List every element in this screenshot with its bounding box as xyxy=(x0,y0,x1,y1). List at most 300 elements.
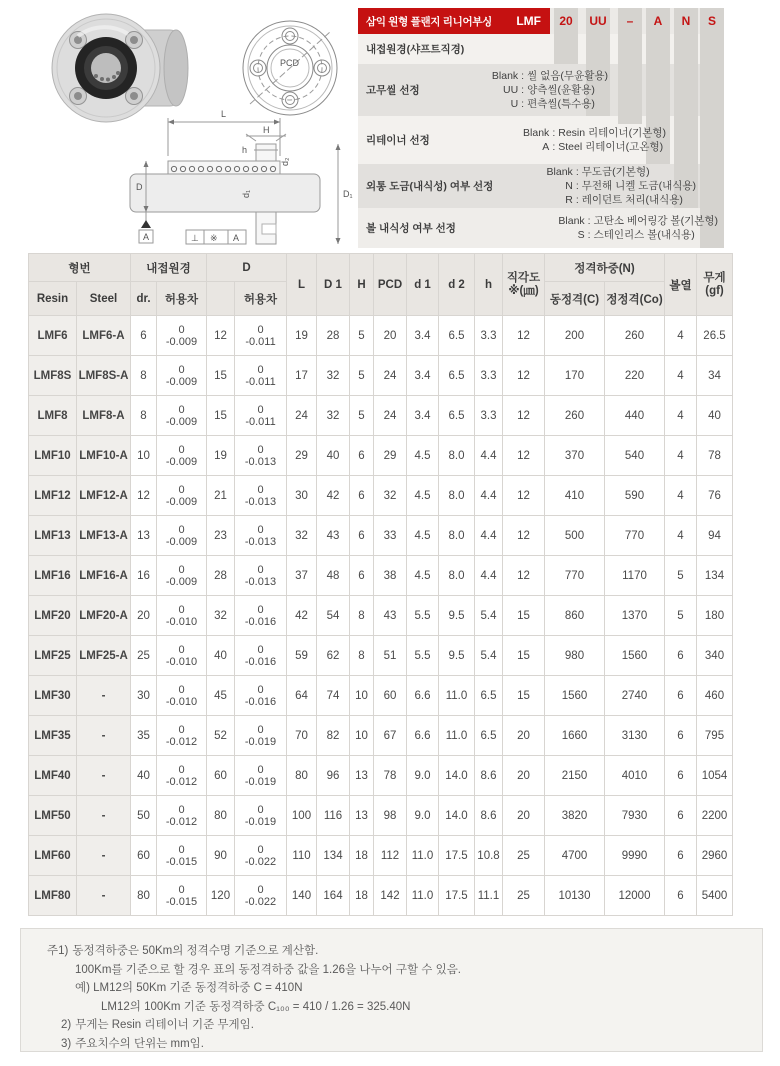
legend-option-part: : xyxy=(575,166,579,178)
cell-dr-tolerance: 0 -0.009 xyxy=(157,516,207,556)
cell-L: 100 xyxy=(287,796,317,836)
cell-H: 10 xyxy=(350,716,374,756)
cell-H: 13 xyxy=(350,796,374,836)
cell-dr: 10 xyxy=(131,436,157,476)
cell-resin: LMF60 xyxy=(29,836,77,876)
cell-D1: 54 xyxy=(317,596,350,636)
table-row xyxy=(29,716,733,756)
note-prefix: 2) xyxy=(61,1019,72,1031)
cell-dynamic-load: 370 xyxy=(545,436,605,476)
legend-option-part: : xyxy=(521,84,525,96)
cell-dr-tolerance: 0 -0.012 xyxy=(157,756,207,796)
cell-weight: 40 xyxy=(697,396,733,436)
cell-static-load: 1560 xyxy=(605,636,665,676)
cell-L: 30 xyxy=(287,476,317,516)
legend-option xyxy=(515,126,666,140)
cell-dynamic-load: 3820 xyxy=(545,796,605,836)
datum-A-label: A xyxy=(143,232,150,242)
cell-PCD: 20 xyxy=(374,316,407,356)
legend-option-part: : xyxy=(521,70,525,82)
cell-dynamic-load: 1660 xyxy=(545,716,605,756)
cell-dr-tolerance: 0 -0.010 xyxy=(157,636,207,676)
cell-dynamic-load: 10130 xyxy=(545,876,605,916)
legend-option-part: 스테인리스 볼(내식용) xyxy=(593,229,695,241)
cell-resin: LMF20 xyxy=(29,596,77,636)
header-dr: dr. xyxy=(131,282,157,316)
cell-D1: 32 xyxy=(317,396,350,436)
cell-squareness: 15 xyxy=(503,636,545,676)
dim-D: D xyxy=(136,182,143,192)
cell-d1: 6.6 xyxy=(407,716,439,756)
cell-ball-rows: 4 xyxy=(665,396,697,436)
cell-PCD: 112 xyxy=(374,836,407,876)
cell-PCD: 51 xyxy=(374,636,407,676)
cell-dr: 13 xyxy=(131,516,157,556)
legend-option xyxy=(484,69,608,83)
table-header xyxy=(29,254,733,316)
cell-dr-tolerance: 0 -0.009 xyxy=(157,356,207,396)
legend-option-part: : xyxy=(552,127,556,139)
cell-D1: 74 xyxy=(317,676,350,716)
legend-option-part: Blank xyxy=(558,215,585,227)
cell-d2: 6.5 xyxy=(439,316,475,356)
legend-option-part: A xyxy=(542,141,550,153)
legend-option xyxy=(551,228,718,242)
header-D-value xyxy=(207,282,235,316)
cell-resin: LMF35 xyxy=(29,716,77,756)
cell-D: 21 xyxy=(207,476,235,516)
legend-option-part: 고탄소 베어링강 볼(기본형) xyxy=(593,215,718,227)
legend-row-plating xyxy=(358,164,724,208)
cell-static-load: 9990 xyxy=(605,836,665,876)
cell-h: 4.4 xyxy=(475,436,503,476)
cell-static-load: 590 xyxy=(605,476,665,516)
legend-option xyxy=(539,193,696,207)
cell-steel: - xyxy=(77,796,131,836)
note-text: 무게는 Resin 리테이너 기준 무게임. xyxy=(75,1019,254,1031)
legend-option-part: N xyxy=(565,180,573,192)
cell-dr: 80 xyxy=(131,876,157,916)
cell-d2: 14.0 xyxy=(439,796,475,836)
cell-resin: LMF80 xyxy=(29,876,77,916)
cell-squareness: 25 xyxy=(503,876,545,916)
cell-ball-rows: 4 xyxy=(665,516,697,556)
legend-option-part: 레이던트 처리(내식용) xyxy=(581,194,683,206)
legend-row-seal xyxy=(358,64,724,116)
cell-d2: 11.0 xyxy=(439,716,475,756)
header-ball-rows: 볼열 xyxy=(665,254,697,316)
cell-dr: 12 xyxy=(131,476,157,516)
cell-h: 3.3 xyxy=(475,316,503,356)
note-line xyxy=(35,961,748,980)
cell-squareness: 12 xyxy=(503,316,545,356)
cell-D-tolerance: 0 -0.013 xyxy=(235,516,287,556)
table-row xyxy=(29,596,733,636)
table-row xyxy=(29,516,733,556)
technical-drawings xyxy=(18,6,360,250)
cell-h: 3.3 xyxy=(475,356,503,396)
legend-option-part: Resin 리테이너(기본형) xyxy=(558,127,666,139)
cell-PCD: 98 xyxy=(374,796,407,836)
cell-d1: 4.5 xyxy=(407,556,439,596)
legend-option-part: 무전해 니켈 도금(내식용) xyxy=(581,180,696,192)
cell-dr: 8 xyxy=(131,356,157,396)
series-code: LMF xyxy=(516,14,541,28)
table-row xyxy=(29,356,733,396)
header-dynamic-load: 동정격(C) xyxy=(545,282,605,316)
cell-D1: 43 xyxy=(317,516,350,556)
legend-row-ball xyxy=(358,208,724,248)
cell-squareness: 12 xyxy=(503,476,545,516)
legend-option-part: UU xyxy=(502,84,519,96)
header-d2: d 2 xyxy=(439,254,475,316)
cell-squareness: 15 xyxy=(503,676,545,716)
cell-D: 12 xyxy=(207,316,235,356)
cell-ball-rows: 5 xyxy=(665,596,697,636)
legend-option xyxy=(539,165,696,179)
cell-squareness: 15 xyxy=(503,596,545,636)
cell-D1: 42 xyxy=(317,476,350,516)
cell-d1: 9.0 xyxy=(407,756,439,796)
legend-row-label: 볼 내식성 여부 선정 xyxy=(366,222,456,235)
part-number-legend xyxy=(358,8,724,248)
cell-dr-tolerance: 0 -0.015 xyxy=(157,876,207,916)
cell-H: 5 xyxy=(350,396,374,436)
cell-weight: 94 xyxy=(697,516,733,556)
cell-weight: 180 xyxy=(697,596,733,636)
cell-d1: 4.5 xyxy=(407,516,439,556)
cell-dr: 6 xyxy=(131,316,157,356)
dim-D1: D₁ xyxy=(343,189,353,199)
cell-ball-rows: 6 xyxy=(665,756,697,796)
cell-dynamic-load: 2150 xyxy=(545,756,605,796)
cell-dr: 35 xyxy=(131,716,157,756)
cell-D: 23 xyxy=(207,516,235,556)
cell-PCD: 60 xyxy=(374,676,407,716)
legend-row-retainer xyxy=(358,116,724,164)
legend-option xyxy=(539,179,696,193)
header-load-group: 정격하중(N) xyxy=(545,254,665,282)
cell-PCD: 38 xyxy=(374,556,407,596)
legend-option-part: : xyxy=(521,98,525,110)
cell-H: 6 xyxy=(350,556,374,596)
cell-L: 19 xyxy=(287,316,317,356)
cell-dynamic-load: 1560 xyxy=(545,676,605,716)
cell-static-load: 220 xyxy=(605,356,665,396)
cell-D: 15 xyxy=(207,356,235,396)
tolerance-value: ※ xyxy=(210,233,218,243)
cell-steel: - xyxy=(77,716,131,756)
note-text: 주요치수의 단위는 mm임. xyxy=(75,1037,204,1050)
cell-ball-rows: 4 xyxy=(665,316,697,356)
cell-dr-tolerance: 0 -0.009 xyxy=(157,436,207,476)
cell-D1: 28 xyxy=(317,316,350,356)
cell-resin: LMF16 xyxy=(29,556,77,596)
note-text: LM12의 100Km 기준 동정격하중 C₁₀₀ = 410 / 1.26 = 325.40N xyxy=(101,1000,411,1013)
cell-PCD: 33 xyxy=(374,516,407,556)
cell-squareness: 25 xyxy=(503,836,545,876)
cell-steel: - xyxy=(77,756,131,796)
code-part-dash: – xyxy=(626,14,634,28)
cell-D-tolerance: 0 -0.011 xyxy=(235,316,287,356)
table-row xyxy=(29,796,733,836)
header-weight xyxy=(697,254,733,316)
cell-ball-rows: 4 xyxy=(665,356,697,396)
note-line xyxy=(35,942,748,961)
cell-dynamic-load: 980 xyxy=(545,636,605,676)
cell-D: 120 xyxy=(207,876,235,916)
cell-dynamic-load: 200 xyxy=(545,316,605,356)
cell-PCD: 78 xyxy=(374,756,407,796)
header-L: L xyxy=(287,254,317,316)
legend-option-part: : xyxy=(587,229,591,241)
cell-D: 28 xyxy=(207,556,235,596)
header-bore-group: 내접원경 xyxy=(131,254,207,282)
cell-dr-tolerance: 0 -0.009 xyxy=(157,316,207,356)
cell-steel: - xyxy=(77,876,131,916)
header-tolerance1: 허용차 xyxy=(157,282,207,316)
cell-weight: 460 xyxy=(697,676,733,716)
cell-D-tolerance: 0 -0.019 xyxy=(235,796,287,836)
cell-H: 8 xyxy=(350,596,374,636)
cell-PCD: 29 xyxy=(374,436,407,476)
cell-d2: 11.0 xyxy=(439,676,475,716)
cell-ball-rows: 6 xyxy=(665,876,697,916)
cell-squareness: 20 xyxy=(503,796,545,836)
cell-d1: 3.4 xyxy=(407,316,439,356)
cell-dr-tolerance: 0 -0.012 xyxy=(157,796,207,836)
cell-dynamic-load: 4700 xyxy=(545,836,605,876)
cell-ball-rows: 4 xyxy=(665,476,697,516)
cell-d2: 8.0 xyxy=(439,556,475,596)
cell-resin: LMF40 xyxy=(29,756,77,796)
cell-H: 5 xyxy=(350,316,374,356)
cell-L: 80 xyxy=(287,756,317,796)
cell-L: 24 xyxy=(287,396,317,436)
cell-PCD: 24 xyxy=(374,396,407,436)
cell-static-load: 2740 xyxy=(605,676,665,716)
cell-dr-tolerance: 0 -0.010 xyxy=(157,596,207,636)
cell-D-tolerance: 0 -0.022 xyxy=(235,876,287,916)
cell-dynamic-load: 260 xyxy=(545,396,605,436)
cell-ball-rows: 4 xyxy=(665,436,697,476)
cell-dr: 20 xyxy=(131,596,157,636)
cell-squareness: 12 xyxy=(503,356,545,396)
cell-dr: 40 xyxy=(131,756,157,796)
legend-option-part: R xyxy=(565,194,573,206)
cell-ball-rows: 6 xyxy=(665,676,697,716)
cell-D: 80 xyxy=(207,796,235,836)
cell-ball-rows: 5 xyxy=(665,556,697,596)
cell-resin: LMF10 xyxy=(29,436,77,476)
table-row xyxy=(29,316,733,356)
cell-H: 6 xyxy=(350,516,374,556)
legend-option-part: Blank xyxy=(491,70,519,82)
note-prefix: 3) xyxy=(61,1037,72,1050)
cell-H: 18 xyxy=(350,876,374,916)
cell-L: 29 xyxy=(287,436,317,476)
header-h: h xyxy=(475,254,503,316)
cell-D: 15 xyxy=(207,396,235,436)
code-part-retainer: A xyxy=(653,14,663,28)
cell-d1: 5.5 xyxy=(407,636,439,676)
cell-squareness: 12 xyxy=(503,556,545,596)
cell-d1: 11.0 xyxy=(407,836,439,876)
cell-dr: 16 xyxy=(131,556,157,596)
cell-D: 32 xyxy=(207,596,235,636)
cell-static-load: 1170 xyxy=(605,556,665,596)
legend-option-part: : xyxy=(552,141,556,153)
cell-steel: LMF20-A xyxy=(77,596,131,636)
legend-option-part: 씰 없음(무윤활용) xyxy=(527,70,608,82)
cell-L: 37 xyxy=(287,556,317,596)
legend-option-part: : xyxy=(587,215,591,227)
legend-option xyxy=(484,83,608,97)
cell-weight: 340 xyxy=(697,636,733,676)
cell-dr-tolerance: 0 -0.012 xyxy=(157,716,207,756)
cell-D-tolerance: 0 -0.016 xyxy=(235,596,287,636)
front-view-drawing xyxy=(243,21,337,115)
cell-ball-rows: 6 xyxy=(665,796,697,836)
cell-H: 10 xyxy=(350,676,374,716)
cell-static-load: 440 xyxy=(605,396,665,436)
cell-h: 4.4 xyxy=(475,556,503,596)
cell-H: 5 xyxy=(350,356,374,396)
cell-static-load: 4010 xyxy=(605,756,665,796)
cell-PCD: 32 xyxy=(374,476,407,516)
header-PCD: PCD xyxy=(374,254,407,316)
cell-D1: 164 xyxy=(317,876,350,916)
legend-option-part: S xyxy=(577,229,585,241)
cell-d1: 9.0 xyxy=(407,796,439,836)
header-weight-label: 무게 xyxy=(703,271,726,284)
cell-d2: 8.0 xyxy=(439,436,475,476)
legend-row-label: 리테이너 선정 xyxy=(366,134,430,147)
cell-D1: 62 xyxy=(317,636,350,676)
legend-option-part: 편측씰(특수용) xyxy=(527,98,595,110)
cell-squareness: 12 xyxy=(503,436,545,476)
header-static-load: 정정격(Co) xyxy=(605,282,665,316)
cell-d1: 4.5 xyxy=(407,476,439,516)
table-row xyxy=(29,476,733,516)
cell-squareness: 12 xyxy=(503,396,545,436)
cell-D: 90 xyxy=(207,836,235,876)
legend-option xyxy=(515,140,666,154)
cell-L: 70 xyxy=(287,716,317,756)
cell-resin: LMF12 xyxy=(29,476,77,516)
cell-D-tolerance: 0 -0.013 xyxy=(235,556,287,596)
cell-H: 13 xyxy=(350,756,374,796)
cell-static-load: 3130 xyxy=(605,716,665,756)
header-d1: d 1 xyxy=(407,254,439,316)
table-row xyxy=(29,556,733,596)
cell-h: 6.5 xyxy=(475,716,503,756)
cell-ball-rows: 6 xyxy=(665,716,697,756)
cell-D1: 48 xyxy=(317,556,350,596)
cell-weight: 26.5 xyxy=(697,316,733,356)
cell-d2: 8.0 xyxy=(439,516,475,556)
note-prefix: 주1) xyxy=(47,945,69,957)
cell-d2: 14.0 xyxy=(439,756,475,796)
header-D1: D 1 xyxy=(317,254,350,316)
spec-table xyxy=(28,253,733,916)
cell-D-tolerance: 0 -0.011 xyxy=(235,396,287,436)
cell-h: 8.6 xyxy=(475,756,503,796)
dim-L: L xyxy=(221,109,227,119)
cell-dr-tolerance: 0 -0.015 xyxy=(157,836,207,876)
cell-H: 6 xyxy=(350,476,374,516)
header-squareness xyxy=(503,254,545,316)
cell-static-load: 1370 xyxy=(605,596,665,636)
cell-L: 110 xyxy=(287,836,317,876)
header-squareness-unit: ※(㎛) xyxy=(508,284,539,297)
cell-steel: LMF16-A xyxy=(77,556,131,596)
cell-h: 10.8 xyxy=(475,836,503,876)
cell-steel: LMF8-A xyxy=(77,396,131,436)
cell-D: 60 xyxy=(207,756,235,796)
cell-dynamic-load: 770 xyxy=(545,556,605,596)
cell-D: 52 xyxy=(207,716,235,756)
note-text: 예) LM12의 50Km 기준 동정격하중 C = 410N xyxy=(75,982,303,994)
cell-squareness: 12 xyxy=(503,516,545,556)
cell-D1: 116 xyxy=(317,796,350,836)
cell-d2: 9.5 xyxy=(439,636,475,676)
cell-D: 45 xyxy=(207,676,235,716)
legend-title: 삼익 원형 플랜지 리니어부싱 xyxy=(366,15,492,28)
header-steel: Steel xyxy=(77,282,131,316)
cell-weight: 2200 xyxy=(697,796,733,836)
cell-d2: 6.5 xyxy=(439,396,475,436)
table-row xyxy=(29,636,733,676)
cell-weight: 134 xyxy=(697,556,733,596)
code-part-bore: 20 xyxy=(559,14,573,28)
legend-row-bore xyxy=(358,34,724,64)
cell-PCD: 24 xyxy=(374,356,407,396)
cell-dynamic-load: 410 xyxy=(545,476,605,516)
cell-h: 5.4 xyxy=(475,636,503,676)
notes-box xyxy=(20,928,763,1052)
cell-D-tolerance: 0 -0.019 xyxy=(235,756,287,796)
cell-steel: - xyxy=(77,676,131,716)
cell-d1: 5.5 xyxy=(407,596,439,636)
pcd-label: PCD xyxy=(280,58,300,68)
cell-L: 59 xyxy=(287,636,317,676)
legend-option-part: 양측씰(윤활용) xyxy=(527,84,595,96)
cell-h: 6.5 xyxy=(475,676,503,716)
legend-option-part: 무도금(기본형) xyxy=(581,166,650,178)
table-row xyxy=(29,436,733,476)
legend-option-part: Steel 리테이너(고온형) xyxy=(558,141,664,153)
cell-D-tolerance: 0 -0.016 xyxy=(235,676,287,716)
cell-h: 3.3 xyxy=(475,396,503,436)
cell-d1: 11.0 xyxy=(407,876,439,916)
cell-h: 11.1 xyxy=(475,876,503,916)
cell-static-load: 260 xyxy=(605,316,665,356)
cell-D: 40 xyxy=(207,636,235,676)
cell-static-load: 540 xyxy=(605,436,665,476)
legend-options xyxy=(539,165,696,207)
table-body xyxy=(29,316,733,916)
header-resin: Resin xyxy=(29,282,77,316)
cell-h: 8.6 xyxy=(475,796,503,836)
legend-option-part: : xyxy=(575,180,579,192)
cell-dr: 30 xyxy=(131,676,157,716)
legend-options xyxy=(484,69,608,111)
cell-D1: 40 xyxy=(317,436,350,476)
cell-squareness: 20 xyxy=(503,756,545,796)
table-row xyxy=(29,876,733,916)
cell-d1: 6.6 xyxy=(407,676,439,716)
